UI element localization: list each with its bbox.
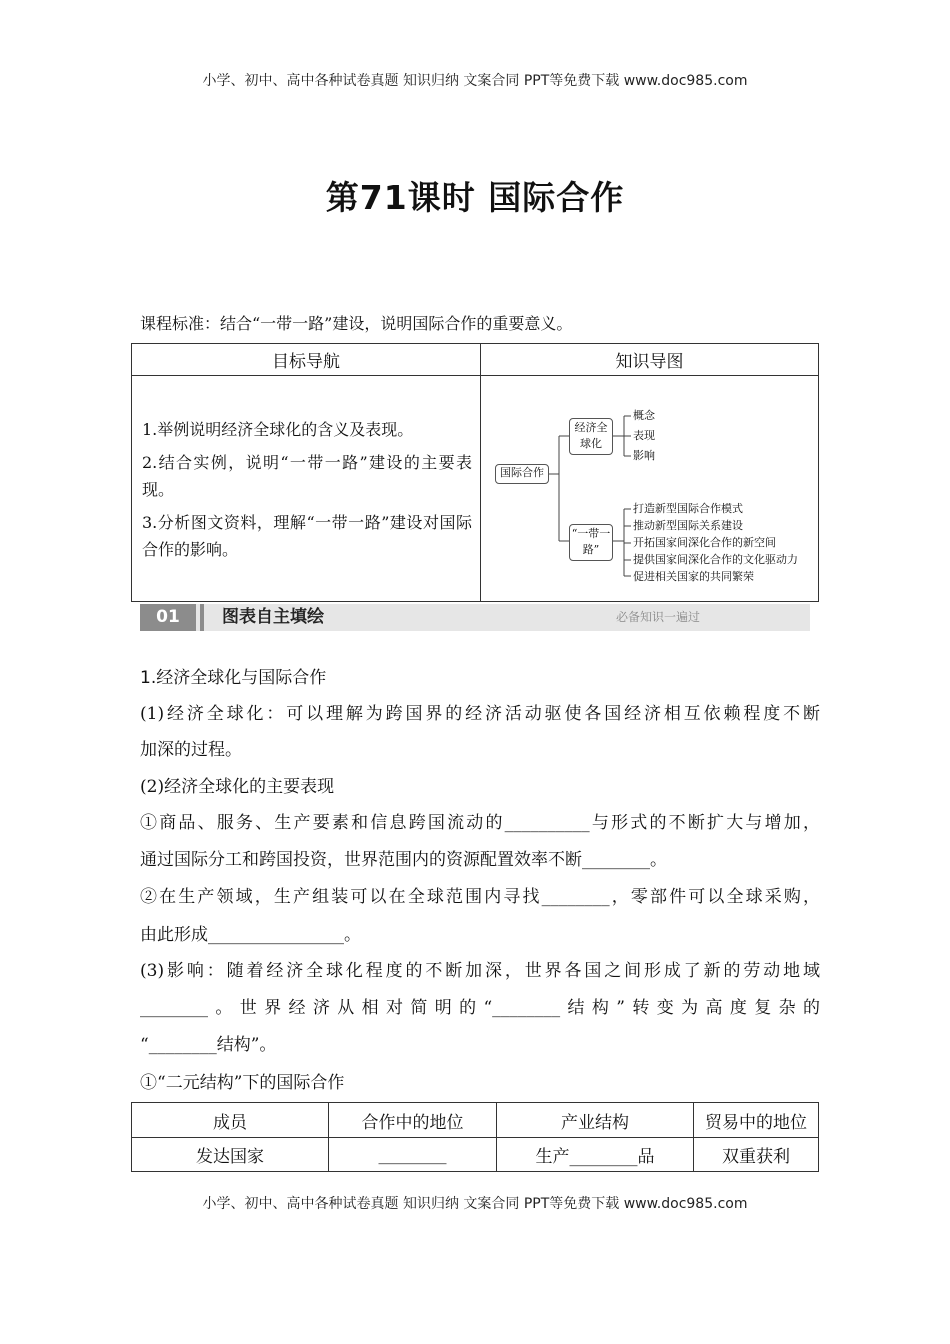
text-line: (2)经济全球化的主要表现 [140, 777, 335, 797]
dual-structure-table [131, 1102, 819, 1172]
course-standard: 课程标准：结合“一带一路”建设，说明国际合作的重要意义。 [140, 314, 573, 333]
mindmap-leaf: 影响 [633, 449, 655, 462]
page-footer: 小学、初中、高中各种试卷真题 知识归纳 文案合同 PPT等免费下载 www.doc985.com [202, 1196, 748, 1212]
text-line: ①商品、服务、生产要素和信息跨国流动的__________与形式的不断扩大与增加， [140, 813, 820, 833]
goal-item: 2.结合实例，说明“一带一路”建设的主要表现。 [142, 453, 472, 499]
table-cell: 发达国家 [132, 1138, 329, 1172]
table-cell: 生产________品 [497, 1138, 694, 1172]
mindmap-cell [481, 376, 819, 602]
col-header: 贸易中的地位 [694, 1103, 819, 1138]
section-banner [140, 604, 810, 631]
mindmap-branch-globalization: 经济全球化 [569, 418, 613, 455]
section-title: 图表自主填绘 [222, 607, 324, 627]
mindmap [481, 376, 821, 602]
text-line: ②在生产领域，生产组装可以在全球范围内寻找________，零部件可以全球采购， [140, 887, 820, 907]
mindmap-leaf: 促进相关国家的共同繁荣 [633, 570, 754, 583]
col-header: 产业结构 [497, 1103, 694, 1138]
mindmap-leaf: 推动新型国际关系建设 [633, 519, 743, 532]
heading-1: 1.经济全球化与国际合作 [140, 668, 327, 688]
text-line: ①“二元结构”下的国际合作 [140, 1073, 345, 1093]
text-line: 加深的过程。 [140, 740, 242, 760]
mindmap-leaf: 提供国家间深化合作的文化驱动力 [633, 553, 798, 566]
header-goals: 目标导航 [132, 344, 481, 376]
mindmap-leaf: 概念 [633, 409, 655, 422]
text-line: 由此形成________________。 [140, 925, 361, 945]
col-header: 成员 [132, 1103, 329, 1138]
mindmap-leaf: 开拓国家间深化合作的新空间 [633, 536, 776, 549]
mindmap-leaf: 打造新型国际合作模式 [633, 502, 743, 515]
overview-table [131, 343, 819, 602]
text-line: 通过国际分工和跨国投资，世界范围内的资源配置效率不断________。 [140, 850, 667, 870]
table-cell: ________ [329, 1138, 497, 1172]
goal-item: 1.举例说明经济全球化的含义及表现。 [142, 420, 414, 439]
text-line: “________结构”。 [140, 1035, 277, 1055]
mindmap-root: 国际合作 [495, 464, 549, 484]
text-line: (1)经济全球化：可以理解为跨国界的经济活动驱使各国经济相互依赖程度不断 [140, 704, 820, 724]
text-line: (3)影响：随着经济全球化程度的不断加深，世界各国之间形成了新的劳动地域 [140, 961, 820, 981]
goal-item: 3.分析图文资料，理解“一带一路”建设对国际合作的影响。 [142, 513, 472, 559]
goals-cell [132, 376, 481, 602]
mindmap-branch-belt-road: “一带一路” [569, 524, 613, 561]
text-line: ________。世界经济从相对简明的“________结构”转变为高度复杂的 [140, 998, 820, 1018]
mindmap-leaf: 表现 [633, 429, 655, 442]
table-cell: 双重获利 [694, 1138, 819, 1172]
page-title: 第71课时 国际合作 [325, 178, 625, 217]
banner-divider [200, 604, 204, 631]
col-header: 合作中的地位 [329, 1103, 497, 1138]
section-subtitle: 必备知识一遍过 [616, 610, 701, 624]
section-number: 01 [140, 604, 196, 631]
page-header: 小学、初中、高中各种试卷真题 知识归纳 文案合同 PPT等免费下载 www.doc985.com [202, 73, 748, 89]
header-mindmap: 知识导图 [481, 344, 819, 376]
table-row [132, 1138, 819, 1172]
